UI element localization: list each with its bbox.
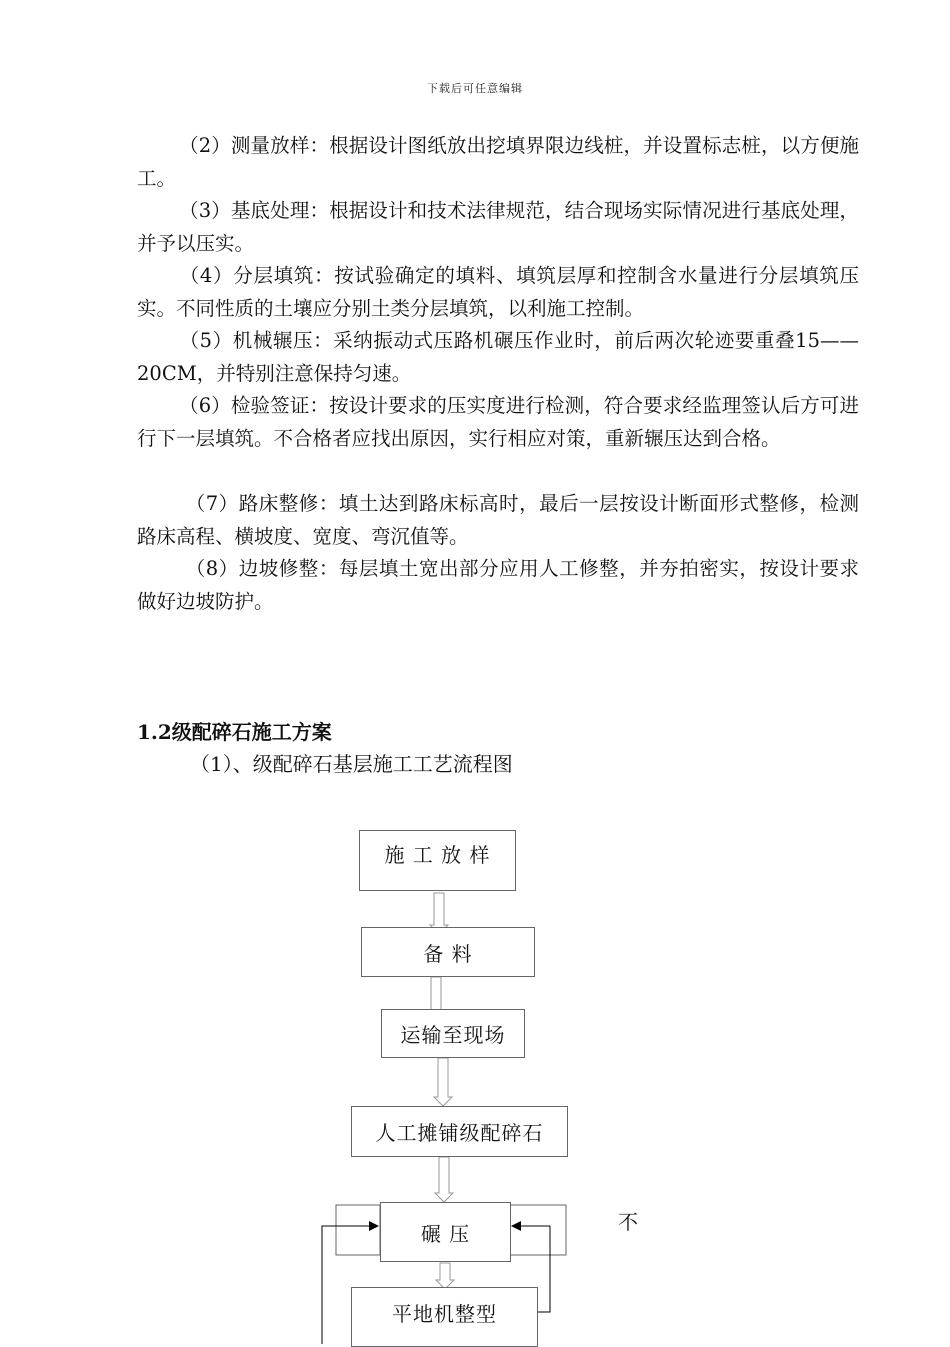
- paragraph-5: （5）机械辗压：采纳振动式压路机碾压作业时，前后两次轮迹要重叠15——20CM，并特别注意保持匀速。: [137, 329, 859, 385]
- return-line-left: [322, 1226, 336, 1344]
- paragraph-6: （6）检验签证：按设计要求的压实度进行检测，符合要求经监理签认后方可进行下一层填筑。不合格者应找出原因，实行相应对策，重新辗压达到合格。: [137, 394, 859, 450]
- page-header: 下载后可任意编辑: [427, 82, 523, 95]
- down-arrow-5: [436, 1263, 454, 1289]
- return-line-right: [538, 1226, 550, 1312]
- flow-step-materials: 备 料: [361, 927, 535, 977]
- flow-step-transport: 运输至现场: [381, 1009, 525, 1058]
- down-arrow-4: [435, 1157, 453, 1202]
- flow-step-setout: 施 工 放 样: [359, 830, 516, 891]
- flow-step-grading: 平地机整型: [351, 1287, 538, 1347]
- section-title: 1.2级配碎石施工方案: [137, 720, 332, 744]
- flowchart-caption: （1）、级配碎石基层施工工艺流程图: [190, 752, 513, 776]
- flow-step-compaction: 碾 压: [380, 1202, 511, 1262]
- paragraph-3: （3）基底处理：根据设计和技术法律规范，结合现场实际情况进行基底处理，并予以压实。: [137, 199, 859, 255]
- paragraph-2: （2）测量放样：根据设计图纸放出挖填界限边线桩，并设置标志桩，以方便施工。: [137, 134, 859, 190]
- paragraph-8: （8）边坡修整：每层填土宽出部分应用人工修整，并夯拍密实，按设计要求做好边坡防护。: [137, 557, 859, 613]
- paragraph-7: （7）路床整修：填土达到路床标高时，最后一层按设计断面形式整修，检测路床高程、横坡度、宽度、弯沉值等。: [137, 492, 859, 548]
- compaction-right-loop-frame: [510, 1205, 566, 1255]
- paragraph-4: （4）分层填筑：按试验确定的填料、填筑层厚和控制含水量进行分层填筑压实。不同性质的土壤应分别土类分层填筑，以利施工控制。: [137, 264, 859, 320]
- down-arrow-3: [434, 1058, 452, 1106]
- compaction-left-loop-frame: [336, 1205, 380, 1255]
- flowchart-side-label: 不: [618, 1210, 638, 1234]
- flow-step-spreading: 人工摊铺级配碎石: [351, 1106, 568, 1157]
